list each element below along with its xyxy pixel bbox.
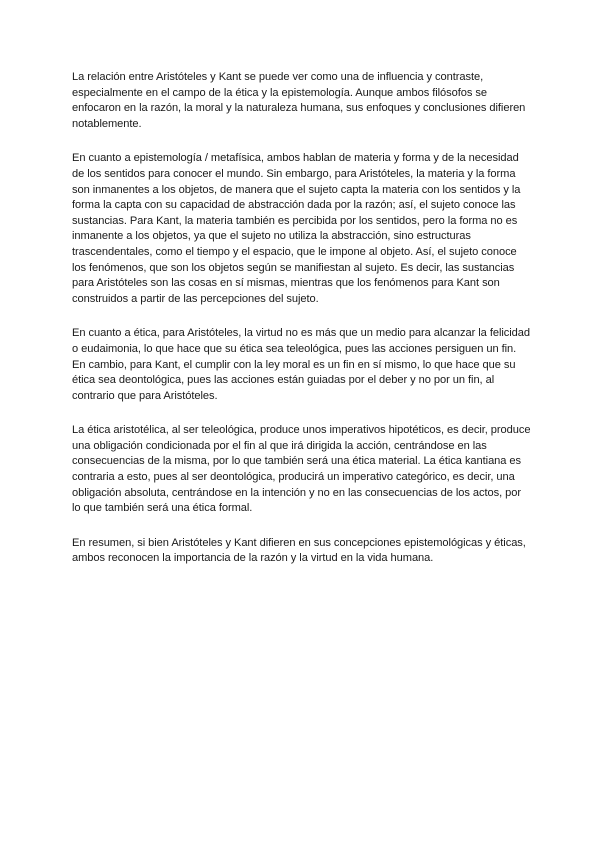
paragraph-ethics: En cuanto a ética, para Aristóteles, la virtud no es más que un medio para alcanzar la felicidad o eudaimonia, lo que hace que su ética sea teleológica, pues las acciones persiguen un fin. En cambio, para Kant, el cumplir con la ley moral es un fin en sí mismo, lo que hace que su ética sea deontológica, pues las acciones están guiadas por el deber y no por un fin, al contrario que para Aristóteles. <box>72 327 530 402</box>
document-body <box>72 70 532 586</box>
paragraph-intro: La relación entre Aristóteles y Kant se puede ver como una de influencia y contraste, especialmente en el campo de la ética y la epistemología. Aunque ambos filósofos se enfocaron en la razón, la moral y la naturaleza humana, sus enfoques y conclusiones difieren notablemente. <box>72 71 526 130</box>
paragraph-imperatives: La ética aristotélica, al ser teleológica, produce unos imperativos hipotéticos, es decir, produce una obligación condicionada por el fin al que irá dirigida la acción, centrándose en las consecuencias de la misma, por lo que también será una ética material. La ética kantiana es contraria a esto, pues al ser deontológica, producirá un imperativo categórico, es decir, una obligación absoluta, centrándose en la intención y no en las consecuencias de los actos, por lo que también será una ética formal. <box>72 424 531 515</box>
paragraph-summary: En resumen, si bien Aristóteles y Kant difieren en sus concepciones epistemológicas y éticas, ambos reconocen la importancia de la razón y la virtud en la vida humana. <box>72 536 526 565</box>
paragraph-epistemology: En cuanto a epistemología / metafísica, ambos hablan de materia y forma y de la necesidad de los sentidos para conocer el mundo. Sin embargo, para Aristóteles, la materia y la forma son inmanentes a los objetos, de manera que el sujeto capta la materia con los sentidos y la forma la capta con su capacidad de abstracción dada por la razón; así, el sujeto conoce las sustancias. Para Kant, la materia también es percibida por los sentidos, pero la forma no es inmanente a los objetos, ya que el sujeto no utiliza la abstracción, sino estructuras trascendentales, como el tiempo y el espacio, que le impone al objeto. Así, el sujeto conoce los fenómenos, que son los objetos según se manifiestan al sujeto. Es decir, las sustancias para Aristóteles son las cosas en sí mismas, mientras que los fenómenos para Kant son construidos a partir de las percepciones del sujeto. <box>72 152 521 305</box>
